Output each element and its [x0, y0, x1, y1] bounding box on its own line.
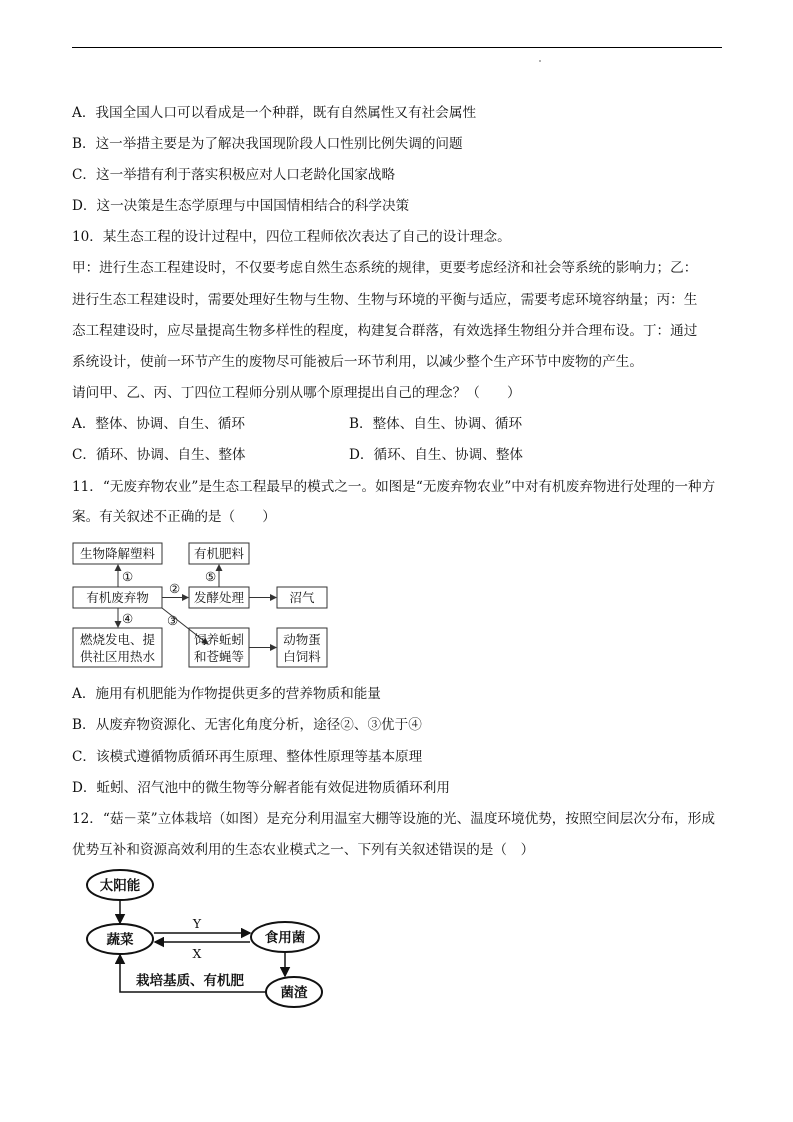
label-residue: 菌渣: [280, 985, 308, 1001]
route-label-4: ④: [122, 611, 134, 626]
label-substrate: 栽培基质、有机肥: [136, 973, 244, 989]
label-vegetable: 蔬菜: [106, 932, 134, 948]
header-rule: [72, 47, 722, 48]
route-label-1: ①: [122, 569, 134, 584]
label-x: X: [192, 946, 202, 961]
q11-stem-line-1: 11．“无废弃物农业”是生态工程最早的模式之一。如图是“无废弃物农业”中对有机废弃物进行处理的一种方: [72, 479, 716, 495]
label-sun: 太阳能: [99, 878, 141, 894]
label-y: Y: [192, 916, 202, 931]
label-power-line-2: 供社区用热水: [79, 649, 156, 664]
label-fungus: 食用菌: [264, 930, 306, 946]
route-label-5: ⑤: [205, 569, 217, 584]
label-feed-line-2: 白饲料: [283, 649, 321, 664]
q11-option-b: B．从废弃物资源化、无害化角度分析，途径②、③优于④: [72, 717, 422, 733]
label-biogas: 沼气: [289, 590, 315, 605]
mushroom-vegetable-diagram: [80, 866, 340, 1012]
q10-option-d: D．循环、自生、协调、整体: [349, 447, 524, 463]
q10-option-b: B．整体、自生、协调、循环: [349, 416, 523, 432]
q11-option-d: D．蚯蚓、沼气池中的微生物等分解者能有效促进物质循环利用: [72, 780, 450, 796]
route-label-2: ②: [169, 581, 181, 596]
q11-option-a: A．施用有机肥能为作物提供更多的营养物质和能量: [72, 686, 381, 702]
label-worm-line-1: 饲养蚯蚓: [193, 632, 245, 647]
waste-flow-diagram: [70, 540, 340, 672]
label-fermentation: 发酵处理: [193, 590, 245, 605]
q10-question: 请问甲、乙、丙、丁四位工程师分别从哪个原理提出自己的理念？（ ）: [72, 385, 521, 401]
q12-stem-line-1: 12．“菇－菜”立体栽培（如图）是充分利用温室大棚等设施的光、温度环境优势，按照空间层次分布，形成: [72, 811, 715, 827]
q10-option-a: A．整体、协调、自生、循环: [72, 416, 245, 432]
q9-option-b: B．这一举措主要是为了解决我国现阶段人口性别比例失调的问题: [72, 136, 463, 152]
label-organic-fertilizer: 有机肥料: [193, 546, 245, 561]
q10-para-line-1: 甲：进行生态工程建设时，不仅要考虑自然生态系统的规律，更要考虑经济和社会等系统的影响力；乙：: [72, 260, 698, 276]
q9-option-a: A．我国全国人口可以看成是一个种群，既有自然属性又有社会属性: [72, 105, 477, 121]
route-label-3: ③: [167, 613, 179, 628]
q9-option-c: C．这一举措有利于落实积极应对人口老龄化国家战略: [72, 167, 396, 183]
q11-option-c: C．该模式遵循物质循环再生原理、整体性原理等基本原理: [72, 749, 423, 765]
label-bio-plastic: 生物降解塑料: [79, 546, 156, 561]
q11-stem-line-2: 案。有关叙述不正确的是（ ）: [72, 509, 276, 525]
q10-para-line-3: 态工程建设时，应尽量提高生物多样性的程度，构建复合群落，有效选择生物组分并合理布设。丁：通过: [72, 323, 698, 339]
label-power-line-1: 燃烧发电、提: [79, 632, 156, 647]
label-feed-line-1: 动物蛋: [283, 632, 321, 647]
label-worm-line-2: 和苍蝇等: [193, 649, 245, 664]
q12-stem-line-2: 优势互补和资源高效利用的生态农业模式之一、下列有关叙述错误的是（ ）: [72, 842, 535, 858]
label-organic-waste: 有机废弃物: [86, 590, 149, 605]
q10-option-c: C．循环、协调、自生、整体: [72, 447, 246, 463]
q10-para-line-2: 进行生态工程建设时，需要处理好生物与生物、生物与环境的平衡与适应，需要考虑环境容纳量；丙：生: [72, 292, 698, 308]
q9-option-d: D．这一决策是生态学原理与中国国情相结合的科学决策: [72, 198, 410, 214]
scan-dot: [539, 60, 541, 62]
q10-stem: 10．某生态工程的设计过程中，四位工程师依次表达了自己的设计理念。: [72, 229, 511, 245]
q10-para-line-4: 系统设计，使前一环节产生的废物尽可能被后一环节利用，以减少整个生产环节中废物的产生。: [72, 354, 643, 370]
